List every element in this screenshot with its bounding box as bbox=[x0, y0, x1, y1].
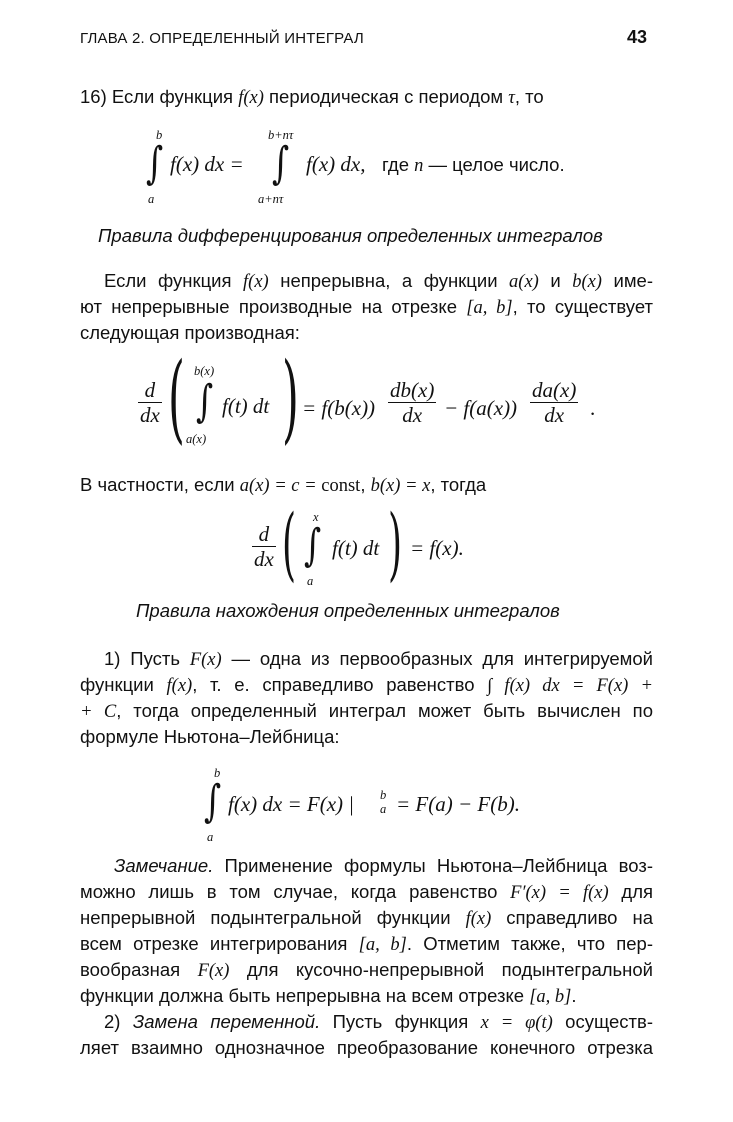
rhs-term-1: = f(b(x)) bbox=[302, 396, 376, 420]
text: вообразная bbox=[80, 959, 198, 980]
math-C: + C bbox=[80, 702, 117, 722]
tail-end: — целое число. bbox=[423, 154, 565, 175]
item-16-line bbox=[80, 84, 544, 111]
lower-limit: a bbox=[307, 574, 314, 588]
frac-den: dx bbox=[544, 403, 565, 427]
lower-limit: a bbox=[148, 192, 155, 206]
frac-den: dx bbox=[402, 403, 423, 427]
section-heading-evaluation: Правила нахождения определенных интегралов bbox=[136, 600, 560, 621]
math-segment: [a, b] bbox=[529, 987, 572, 1007]
text: Пусть функция bbox=[320, 1011, 481, 1032]
math-ax: a(x) bbox=[509, 272, 539, 292]
formula-tail bbox=[382, 152, 565, 179]
text: для bbox=[608, 881, 654, 902]
text: Если функция bbox=[104, 270, 244, 291]
remark-line4 bbox=[80, 931, 653, 958]
derivative-operator bbox=[252, 522, 276, 571]
text: всем отрезке интегрирования bbox=[80, 933, 359, 954]
text: , т. е. справедливо равенство bbox=[192, 674, 488, 695]
para3-line4: формуле Ньютона–Лейбница: bbox=[80, 726, 340, 747]
right-paren: ) bbox=[282, 342, 299, 454]
math-segment: [a, b] bbox=[466, 298, 513, 318]
remark-line2 bbox=[80, 879, 653, 906]
section-heading-differentiation: Правила дифференцирования определенных интегралов bbox=[98, 225, 603, 246]
math-tau: τ bbox=[508, 88, 515, 108]
text: 2) bbox=[104, 1011, 133, 1032]
lower-limit-2: a+nτ bbox=[258, 192, 284, 206]
text: . Отметим также, что пер- bbox=[406, 933, 653, 954]
derivative-operator bbox=[138, 378, 162, 427]
item-16-text-2: периодическая с периодом bbox=[263, 86, 509, 107]
right-paren: ) bbox=[388, 497, 403, 590]
para3-line2 bbox=[80, 672, 653, 699]
rhs: = F(a) − F(b). bbox=[396, 792, 520, 816]
integral-sign-2: ∫ bbox=[272, 138, 290, 189]
remark-line1 bbox=[80, 853, 653, 879]
text: 1) Пусть bbox=[104, 648, 190, 669]
math-n: n bbox=[414, 156, 424, 176]
item-16-text: 16) Если функция bbox=[80, 86, 239, 107]
integrand: f(x) dx = F(x) | bbox=[228, 792, 355, 816]
math-const: const bbox=[321, 476, 361, 496]
integral-sign: ∫ bbox=[146, 138, 164, 189]
math-bx: b(x) = x bbox=[370, 476, 431, 496]
frac-num: d bbox=[144, 378, 156, 402]
tail-text: где bbox=[382, 154, 415, 175]
text: функции должна быть непрерывна на всем отрезке bbox=[80, 985, 530, 1006]
math-fx: f(x) bbox=[465, 909, 492, 929]
integrand: f(x) dx = bbox=[170, 152, 244, 176]
math-fx: f(x) bbox=[238, 88, 264, 108]
item-16-text-3: , то bbox=[514, 86, 544, 107]
text: непрерывна, а функции bbox=[268, 270, 510, 291]
math-Fx: F(x) bbox=[189, 650, 222, 670]
text: В частности, если bbox=[80, 474, 240, 495]
math-indefinite-integral: ∫ f(x) dx = F(x) + bbox=[487, 676, 653, 696]
remark-line3 bbox=[80, 905, 653, 932]
integrand-2: f(x) dx, bbox=[306, 152, 366, 176]
upper-limit-2: b+nτ bbox=[268, 128, 294, 142]
text: , bbox=[360, 474, 371, 495]
integral-sign: ∫ bbox=[196, 376, 214, 427]
lower-limit: a bbox=[207, 830, 214, 844]
item2-line2: ляет взаимно однозначное преобразование конечного отрезка bbox=[80, 1037, 653, 1058]
item2-line1 bbox=[80, 1009, 653, 1036]
para1-line3: следующая производная: bbox=[80, 322, 300, 343]
para1-line1 bbox=[80, 268, 653, 295]
text: Применение формулы Ньютона–Лейбница воз- bbox=[213, 855, 653, 876]
frac-num: db(x) bbox=[390, 378, 435, 402]
math-fx: f(x) bbox=[243, 272, 269, 292]
integrand: f(t) dt bbox=[222, 394, 270, 418]
eval-upper: b bbox=[380, 788, 387, 802]
text: можно лишь в том случае, когда равенство bbox=[80, 881, 511, 902]
para2-line bbox=[80, 472, 486, 499]
text: — одна из первообразных для интегрируемой bbox=[221, 648, 653, 669]
text: , тогда bbox=[430, 474, 487, 495]
integral-sign: ∫ bbox=[304, 520, 322, 571]
item2-label: Замена переменной. bbox=[132, 1011, 321, 1032]
text: справедливо на bbox=[491, 907, 653, 928]
para1-line2 bbox=[80, 294, 653, 321]
para3-line1 bbox=[80, 646, 653, 673]
running-header: ГЛАВА 2. ОПРЕДЕЛЕННЫЙ ИНТЕГРАЛ bbox=[80, 30, 364, 47]
rhs: = f(x). bbox=[410, 536, 464, 560]
text: . bbox=[571, 985, 577, 1006]
remark-line6 bbox=[80, 983, 576, 1010]
text: име- bbox=[601, 270, 653, 291]
eval-lower: a bbox=[380, 802, 387, 816]
frac-num: da(x) bbox=[532, 378, 577, 402]
integrand: f(t) dt bbox=[332, 536, 380, 560]
period: . bbox=[590, 396, 596, 420]
left-paren: ( bbox=[282, 497, 297, 590]
lower-limit: a(x) bbox=[186, 432, 207, 446]
text: для кусочно-непрерывной подынтегральной bbox=[229, 959, 653, 980]
text: и bbox=[538, 270, 573, 291]
remark-line5 bbox=[80, 957, 653, 984]
frac-den: dx bbox=[140, 403, 160, 427]
rhs-term-2: − f(a(x)) bbox=[444, 396, 518, 420]
upper-limit: b bbox=[214, 766, 221, 780]
upper-limit: b(x) bbox=[194, 364, 215, 378]
math-fx: f(x) bbox=[166, 676, 193, 696]
text: осуществ- bbox=[552, 1011, 653, 1032]
math-Fx: F(x) bbox=[197, 961, 230, 981]
text: ют непрерывные производные на отрезке bbox=[80, 296, 467, 317]
para3-line3 bbox=[80, 698, 653, 725]
integral-sign: ∫ bbox=[204, 776, 222, 827]
frac-num: d bbox=[258, 522, 270, 546]
math-bx: b(x) bbox=[572, 272, 602, 292]
text: функции bbox=[80, 674, 167, 695]
math-ax: a(x) = c = bbox=[239, 476, 322, 496]
math-segment: [a, b] bbox=[358, 935, 407, 955]
fraction-da-dx bbox=[530, 378, 578, 427]
math-substitution: x = φ(t) bbox=[480, 1013, 553, 1033]
page-number: 43 bbox=[627, 27, 648, 47]
upper-limit: x bbox=[313, 510, 319, 524]
remark-label: Замечание. bbox=[114, 855, 214, 876]
upper-limit: b bbox=[156, 128, 163, 142]
frac-den: dx bbox=[254, 547, 274, 571]
text: непрерывной подынтегральной функции bbox=[80, 907, 466, 928]
fraction-db-dx bbox=[388, 378, 436, 427]
math-equality: F′(x) = f(x) bbox=[510, 883, 609, 903]
text: , то существует bbox=[512, 296, 653, 317]
left-paren: ( bbox=[168, 342, 185, 454]
text: , тогда определенный интеграл может быть вычислен по bbox=[116, 700, 653, 721]
